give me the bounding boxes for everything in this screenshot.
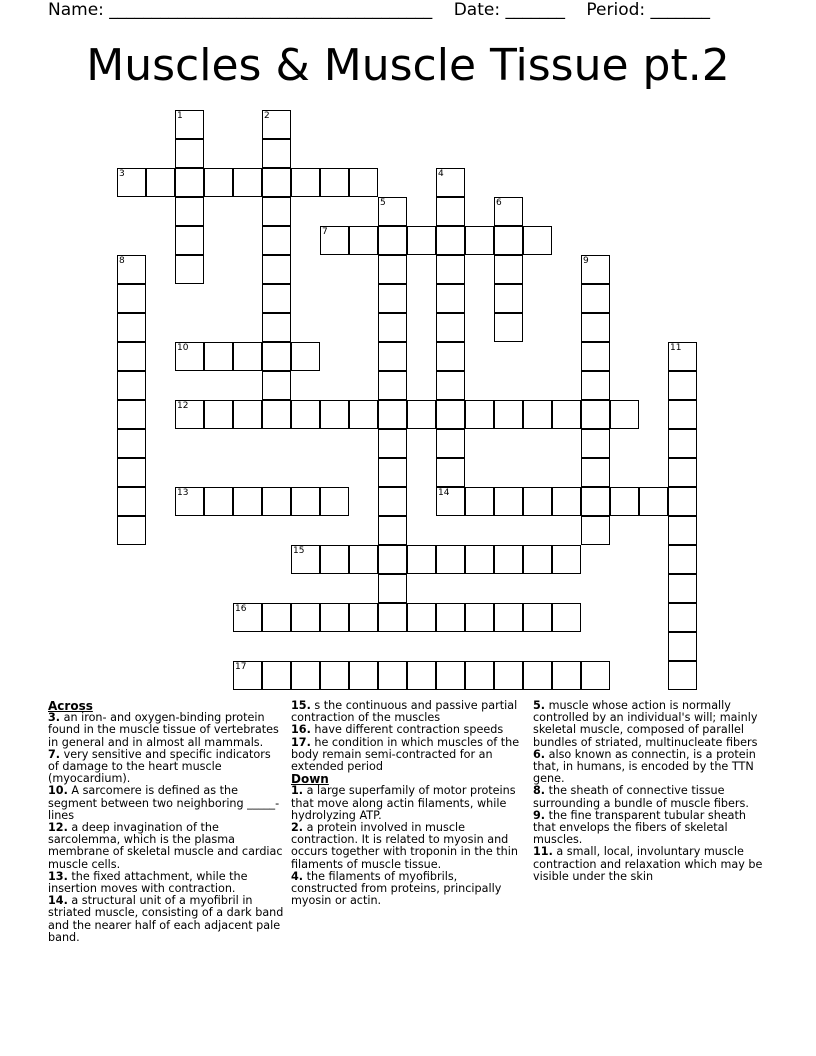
grid-cell[interactable]: [378, 516, 407, 545]
grid-cell[interactable]: [523, 400, 552, 429]
grid-cell[interactable]: [465, 545, 494, 574]
grid-cell[interactable]: [117, 487, 146, 516]
grid-cell[interactable]: [233, 603, 262, 632]
grid-cell[interactable]: [233, 487, 262, 516]
grid-cell[interactable]: [465, 661, 494, 690]
clue-number: 16: [235, 604, 247, 614]
grid-cell[interactable]: [494, 226, 523, 255]
grid-cell[interactable]: [291, 342, 320, 371]
grid-cell[interactable]: [291, 603, 320, 632]
grid-cell[interactable]: [233, 342, 262, 371]
grid-cell[interactable]: [552, 661, 581, 690]
grid-cell[interactable]: [320, 226, 349, 255]
grid-cell[interactable]: [262, 197, 291, 226]
clue-down: 1. a large superfamily of motor proteins that move along actin filaments, while hydrolyzing ATP.: [291, 784, 516, 822]
grid-cell[interactable]: [291, 400, 320, 429]
grid-cell[interactable]: [175, 226, 204, 255]
grid-cell[interactable]: [378, 661, 407, 690]
grid-cell[interactable]: [320, 603, 349, 632]
clue-down: 6. also known as connectin, is a protein that, in humans, is encoded by the TTN gene.: [533, 747, 756, 786]
clue-number: 14: [438, 488, 450, 498]
grid-cell[interactable]: [117, 458, 146, 487]
clue-across: 17. he condition in which muscles of the body remain semi-contracted for an extended period: [291, 735, 520, 774]
grid-cell[interactable]: [378, 603, 407, 632]
grid-cell[interactable]: [552, 545, 581, 574]
clue-number: 11: [670, 343, 682, 353]
grid-cell[interactable]: [291, 661, 320, 690]
period-field[interactable]: Period: _______: [586, 0, 711, 20]
grid-cell[interactable]: [378, 545, 407, 574]
grid-cell[interactable]: [262, 342, 291, 371]
grid-cell[interactable]: [378, 400, 407, 429]
name-field[interactable]: Name: ______________________________________: [48, 0, 433, 20]
grid-cell[interactable]: [320, 545, 349, 574]
grid-cell[interactable]: [117, 516, 146, 545]
clue-across: 7. very sensitive and specific indicators of damage to the heart muscle (myocardium).: [48, 747, 271, 786]
grid-cell[interactable]: [175, 342, 204, 371]
grid-cell[interactable]: [552, 487, 581, 516]
grid-cell[interactable]: [581, 342, 610, 371]
grid-cell[interactable]: [668, 458, 697, 487]
grid-cell[interactable]: [610, 487, 639, 516]
grid-cell[interactable]: [436, 342, 465, 371]
grid-cell[interactable]: [378, 371, 407, 400]
grid-cell[interactable]: [378, 197, 407, 226]
grid-cell[interactable]: [581, 516, 610, 545]
grid-cell[interactable]: [581, 487, 610, 516]
grid-cell[interactable]: [320, 661, 349, 690]
grid-cell[interactable]: [436, 255, 465, 284]
grid-cell[interactable]: [668, 661, 697, 690]
grid-cell[interactable]: [320, 400, 349, 429]
clue-number: 17: [235, 662, 247, 672]
down-heading: Down: [291, 772, 329, 787]
grid-cell[interactable]: [668, 516, 697, 545]
grid-cell[interactable]: [436, 603, 465, 632]
grid-cell[interactable]: [291, 487, 320, 516]
grid-cell[interactable]: [523, 603, 552, 632]
grid-cell[interactable]: [349, 603, 378, 632]
grid-cell[interactable]: [262, 371, 291, 400]
grid-cell[interactable]: [407, 661, 436, 690]
grid-cell[interactable]: [378, 574, 407, 603]
clue-across: 16. have different contraction speeds: [291, 723, 504, 737]
grid-cell[interactable]: [378, 255, 407, 284]
clue-down: 5. muscle whose action is normally controlled by an individual's will; mainly skeletal muscle, composed of parallel bundles of striated, multinucleate fibers: [533, 699, 758, 749]
grid-cell[interactable]: [668, 545, 697, 574]
grid-cell[interactable]: [117, 429, 146, 458]
grid-cell[interactable]: [465, 487, 494, 516]
grid-cell[interactable]: [494, 603, 523, 632]
grid-cell[interactable]: [320, 168, 349, 197]
grid-cell[interactable]: [668, 400, 697, 429]
grid-cell[interactable]: [349, 545, 378, 574]
grid-cell[interactable]: [436, 313, 465, 342]
page-title: Muscles & Muscle Tissue pt.2: [86, 40, 730, 91]
grid-cell[interactable]: [436, 168, 465, 197]
grid-cell[interactable]: [436, 226, 465, 255]
grid-cell[interactable]: [262, 284, 291, 313]
grid-cell[interactable]: [378, 226, 407, 255]
grid-cell[interactable]: [668, 574, 697, 603]
grid-cell[interactable]: [407, 226, 436, 255]
clues-column-1: [48, 700, 284, 944]
grid-cell[interactable]: [233, 661, 262, 690]
grid-cell[interactable]: [378, 487, 407, 516]
clue-across: 12. a deep invagination of the sarcolemma, which is the plasma membrane of skeletal muscle and cardiac muscle cells.: [48, 821, 283, 871]
grid-cell[interactable]: [407, 400, 436, 429]
grid-cell[interactable]: [436, 458, 465, 487]
grid-cell[interactable]: [262, 661, 291, 690]
grid-cell[interactable]: [175, 400, 204, 429]
clue-number: 13: [177, 488, 189, 498]
grid-cell[interactable]: [320, 487, 349, 516]
clue-down: 9. the fine transparent tubular sheath that envelops the fibers of skeletal muscles.: [533, 808, 747, 847]
grid-cell[interactable]: [610, 400, 639, 429]
grid-cell[interactable]: [378, 284, 407, 313]
grid-cell[interactable]: [668, 603, 697, 632]
grid-cell[interactable]: [523, 661, 552, 690]
clue-number: 2: [264, 111, 270, 121]
clues-column-2: [291, 700, 527, 907]
clue-down: 11. a small, local, involuntary muscle contraction and relaxation which may be visible under the skin: [533, 845, 763, 883]
grid-cell[interactable]: [117, 284, 146, 313]
grid-cell[interactable]: [581, 429, 610, 458]
clue-number: 5: [380, 198, 386, 208]
clue-across: 13. the fixed attachment, while the insertion moves with contraction.: [48, 869, 248, 896]
grid-cell[interactable]: [117, 371, 146, 400]
grid-cell[interactable]: [407, 603, 436, 632]
grid-cell[interactable]: [523, 226, 552, 255]
grid-cell[interactable]: [668, 487, 697, 516]
clue-down: 4. the filaments of myofibrils, constructed from proteins, principally myosin or actin.: [291, 869, 502, 908]
grid-cell[interactable]: [523, 545, 552, 574]
grid-cell[interactable]: [436, 487, 465, 516]
grid-cell[interactable]: [436, 284, 465, 313]
across-heading: Across: [48, 699, 93, 713]
grid-cell[interactable]: [494, 284, 523, 313]
grid-cell[interactable]: [436, 197, 465, 226]
grid-cell[interactable]: [436, 661, 465, 690]
grid-cell[interactable]: [407, 545, 436, 574]
grid-cell[interactable]: [668, 429, 697, 458]
grid-cell[interactable]: [291, 168, 320, 197]
grid-cell[interactable]: [349, 226, 378, 255]
grid-cell[interactable]: [349, 661, 378, 690]
date-field[interactable]: Date: _______: [453, 0, 565, 20]
grid-cell[interactable]: [494, 255, 523, 284]
grid-cell[interactable]: [262, 603, 291, 632]
grid-cell[interactable]: [436, 429, 465, 458]
grid-cell[interactable]: [175, 197, 204, 226]
clue-down: 2. a protein involved in muscle contraction. It is related to myosin and occurs together with troponin in the thin filaments of muscle tissue.: [291, 821, 518, 871]
grid-cell[interactable]: [378, 458, 407, 487]
grid-cell[interactable]: [494, 487, 523, 516]
grid-cell[interactable]: [175, 487, 204, 516]
clue-across: 14. a structural unit of a myofibril in striated muscle, consisting of a dark band and the nearer half of each adjacent pale band.: [48, 894, 284, 944]
clue-across: 15. s the continuous and passive partial contraction of the muscles: [291, 699, 518, 725]
grid-cell[interactable]: [465, 603, 494, 632]
grid-cell[interactable]: [204, 168, 233, 197]
grid-cell[interactable]: [668, 632, 697, 661]
grid-cell[interactable]: [494, 661, 523, 690]
grid-cell[interactable]: [262, 168, 291, 197]
grid-cell[interactable]: [262, 313, 291, 342]
grid-cell[interactable]: [349, 400, 378, 429]
grid-cell[interactable]: [117, 313, 146, 342]
grid-cell[interactable]: [668, 342, 697, 371]
grid-cell[interactable]: [262, 487, 291, 516]
grid-cell[interactable]: [436, 400, 465, 429]
clue-number: 3: [119, 169, 125, 179]
grid-cell[interactable]: [117, 255, 146, 284]
clue-across: 10. A sarcomere is defined as the segment between two neighboring _____-lines: [48, 784, 280, 822]
clue-number: 7: [322, 227, 328, 237]
grid-cell[interactable]: [581, 284, 610, 313]
grid-cell[interactable]: [581, 313, 610, 342]
grid-cell[interactable]: [523, 487, 552, 516]
grid-cell[interactable]: [204, 487, 233, 516]
grid-cell[interactable]: [639, 487, 668, 516]
clue-number: 8: [119, 256, 125, 266]
grid-cell[interactable]: [233, 400, 262, 429]
grid-cell[interactable]: [175, 139, 204, 168]
grid-cell[interactable]: [668, 371, 697, 400]
grid-cell[interactable]: [262, 255, 291, 284]
grid-cell[interactable]: [204, 400, 233, 429]
grid-cell[interactable]: [291, 545, 320, 574]
grid-cell[interactable]: [378, 313, 407, 342]
grid-cell[interactable]: [436, 545, 465, 574]
clue-number: 6: [496, 198, 502, 208]
grid-cell[interactable]: [175, 168, 204, 197]
grid-cell[interactable]: [581, 661, 610, 690]
grid-cell[interactable]: [581, 400, 610, 429]
grid-cell[interactable]: [117, 168, 146, 197]
grid-cell[interactable]: [465, 400, 494, 429]
grid-cell[interactable]: [494, 197, 523, 226]
grid-cell[interactable]: [581, 458, 610, 487]
grid-cell[interactable]: [494, 313, 523, 342]
grid-cell[interactable]: [581, 371, 610, 400]
clue-number: 4: [438, 169, 444, 179]
grid-cell[interactable]: [436, 371, 465, 400]
clue-number: 15: [293, 546, 305, 556]
clue-number: 9: [583, 256, 589, 266]
clues-column-3: [533, 700, 769, 883]
grid-cell[interactable]: [494, 400, 523, 429]
grid-cell[interactable]: [262, 110, 291, 139]
grid-cell[interactable]: [349, 168, 378, 197]
grid-cell[interactable]: [262, 139, 291, 168]
grid-cell[interactable]: [581, 255, 610, 284]
grid-cell[interactable]: [378, 342, 407, 371]
clue-across: 3. an iron- and oxygen-binding protein found in the muscle tissue of vertebrates in general and in almost all mammals.: [48, 711, 279, 749]
grid-cell[interactable]: [552, 400, 581, 429]
clue-number: 10: [177, 343, 189, 353]
grid-cell[interactable]: [494, 545, 523, 574]
grid-cell[interactable]: [233, 168, 262, 197]
grid-cell[interactable]: [465, 226, 494, 255]
clue-number: 1: [177, 111, 183, 121]
grid-cell[interactable]: [262, 400, 291, 429]
grid-cell[interactable]: [175, 110, 204, 139]
clue-number: 12: [177, 401, 189, 411]
grid-cell[interactable]: [175, 255, 204, 284]
grid-cell[interactable]: [117, 400, 146, 429]
clue-down: 8. the sheath of connective tissue surrounding a bundle of muscle fibers.: [533, 784, 749, 810]
grid-cell[interactable]: [204, 342, 233, 371]
grid-cell[interactable]: [146, 168, 175, 197]
grid-cell[interactable]: [378, 429, 407, 458]
grid-cell[interactable]: [552, 603, 581, 632]
grid-cell[interactable]: [262, 226, 291, 255]
grid-cell[interactable]: [117, 342, 146, 371]
